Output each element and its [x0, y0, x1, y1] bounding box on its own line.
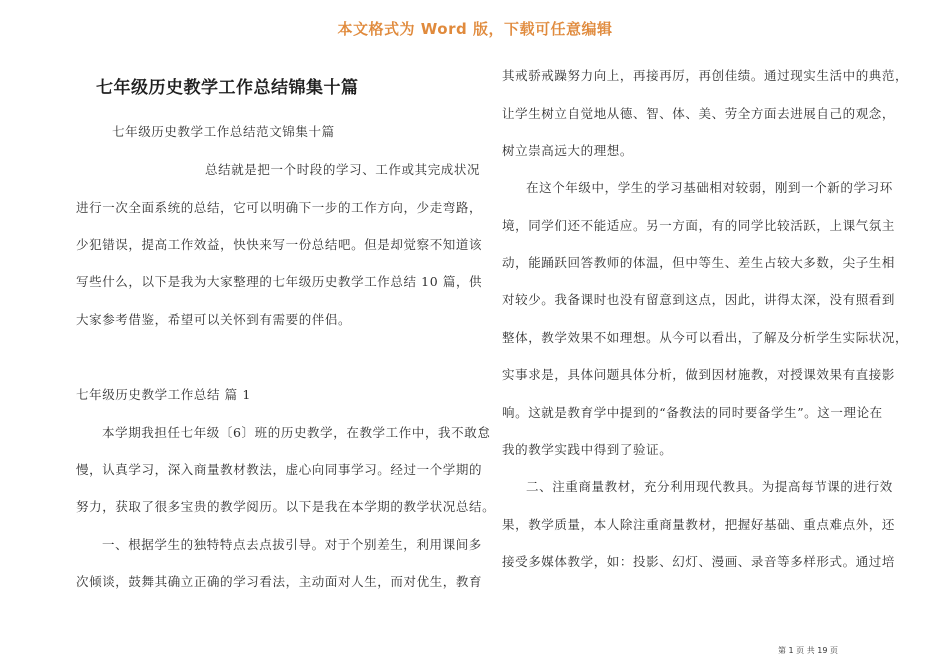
page-number: 第 1 页 共 19 页	[778, 646, 838, 655]
paragraph-line: 动，能踊跃回答教师的体温，但中等生、差生占较大多数，尖子生相	[502, 255, 896, 270]
paragraph-line: 在这个年级中，学生的学习基础相对较弱，刚到一个新的学习环	[526, 180, 893, 195]
paragraph-line: 实事求是，具体问题具体分析，做到因材施教，对授课效果有直接影	[502, 367, 896, 382]
paragraph-line: 整体，教学效果不如理想。从今可以看出，了解及分析学生实际状况，	[502, 330, 909, 345]
paragraph-line: 树立崇高远大的理想。	[502, 143, 634, 158]
paragraph-line: 本学期我担任七年级〔6〕班的历史教学，在教学工作中，我不敢怠	[102, 425, 491, 440]
paragraph-line: 我的教学实践中得到了验证。	[502, 442, 673, 457]
paragraph-line: 次倾谈，鼓舞其确立正确的学习看法，主动面对人生，而对优生，教育	[76, 574, 483, 589]
paragraph-line: 响。这就是教育学中提到的“备教法的同时要备学生”。这一理论在	[502, 405, 883, 420]
paragraph-line: 果，教学质量，本人除注重商量教材，把握好基础、重点难点外，还	[502, 517, 896, 532]
document-title: 七年级历史教学工作总结锦集十篇	[96, 78, 359, 98]
paragraph-line: 慢，认真学习，深入商量教材教法，虚心向同事学习。经过一个学期的	[76, 462, 483, 477]
paragraph-line: 进行一次全面系统的总结，它可以明确下一步的工作方向，少走弯路，	[76, 200, 483, 215]
section-heading: 七年级历史教学工作总结 篇 1	[76, 387, 251, 402]
paragraph-line: 二、注重商量教材，充分利用现代教具。为提高每节课的进行效	[526, 479, 893, 494]
paragraph-line: 少犯错误，提高工作效益，快快来写一份总结吧。但是却觉察不知道该	[76, 237, 483, 252]
paragraph-line: 大家参考借鉴，希望可以关怀到有需要的伴侣。	[76, 312, 352, 327]
paragraph-line: 让学生树立自觉地从德、智、体、美、劳全方面去进展自己的观念，	[502, 106, 896, 121]
paragraph-line: 努力，获取了很多宝贵的教学阅历。以下是我在本学期的教学状况总结。	[76, 499, 496, 514]
word-format-banner: 本文格式为 Word 版，下载可任意编辑	[337, 20, 613, 38]
paragraph-line: 其戒骄戒躁努力向上，再接再厉，再创佳绩。通过现实生活中的典范，	[502, 68, 909, 83]
paragraph-line: 境，同学们还不能适应。另一方面，有的同学比较活跃，上课气氛主	[502, 218, 896, 233]
paragraph-line: 一、根据学生的独特特点去点拔引导。对于个别差生，利用课间多	[102, 537, 482, 552]
subtitle-line: 七年级历史教学工作总结范文锦集十篇	[112, 124, 335, 139]
paragraph-line: 接受多媒体教学，如：投影、幻灯、漫画、录音等多样形式。通过培	[502, 554, 896, 569]
paragraph-line: 总结就是把一个时段的学习、工作或其完成状况	[205, 162, 481, 177]
paragraph-line: 写些什么，以下是我为大家整理的七年级历史教学工作总结 10 篇，供	[76, 274, 483, 289]
paragraph-line: 对较少。我备课时也没有留意到这点，因此，讲得太深，没有照看到	[502, 292, 896, 307]
